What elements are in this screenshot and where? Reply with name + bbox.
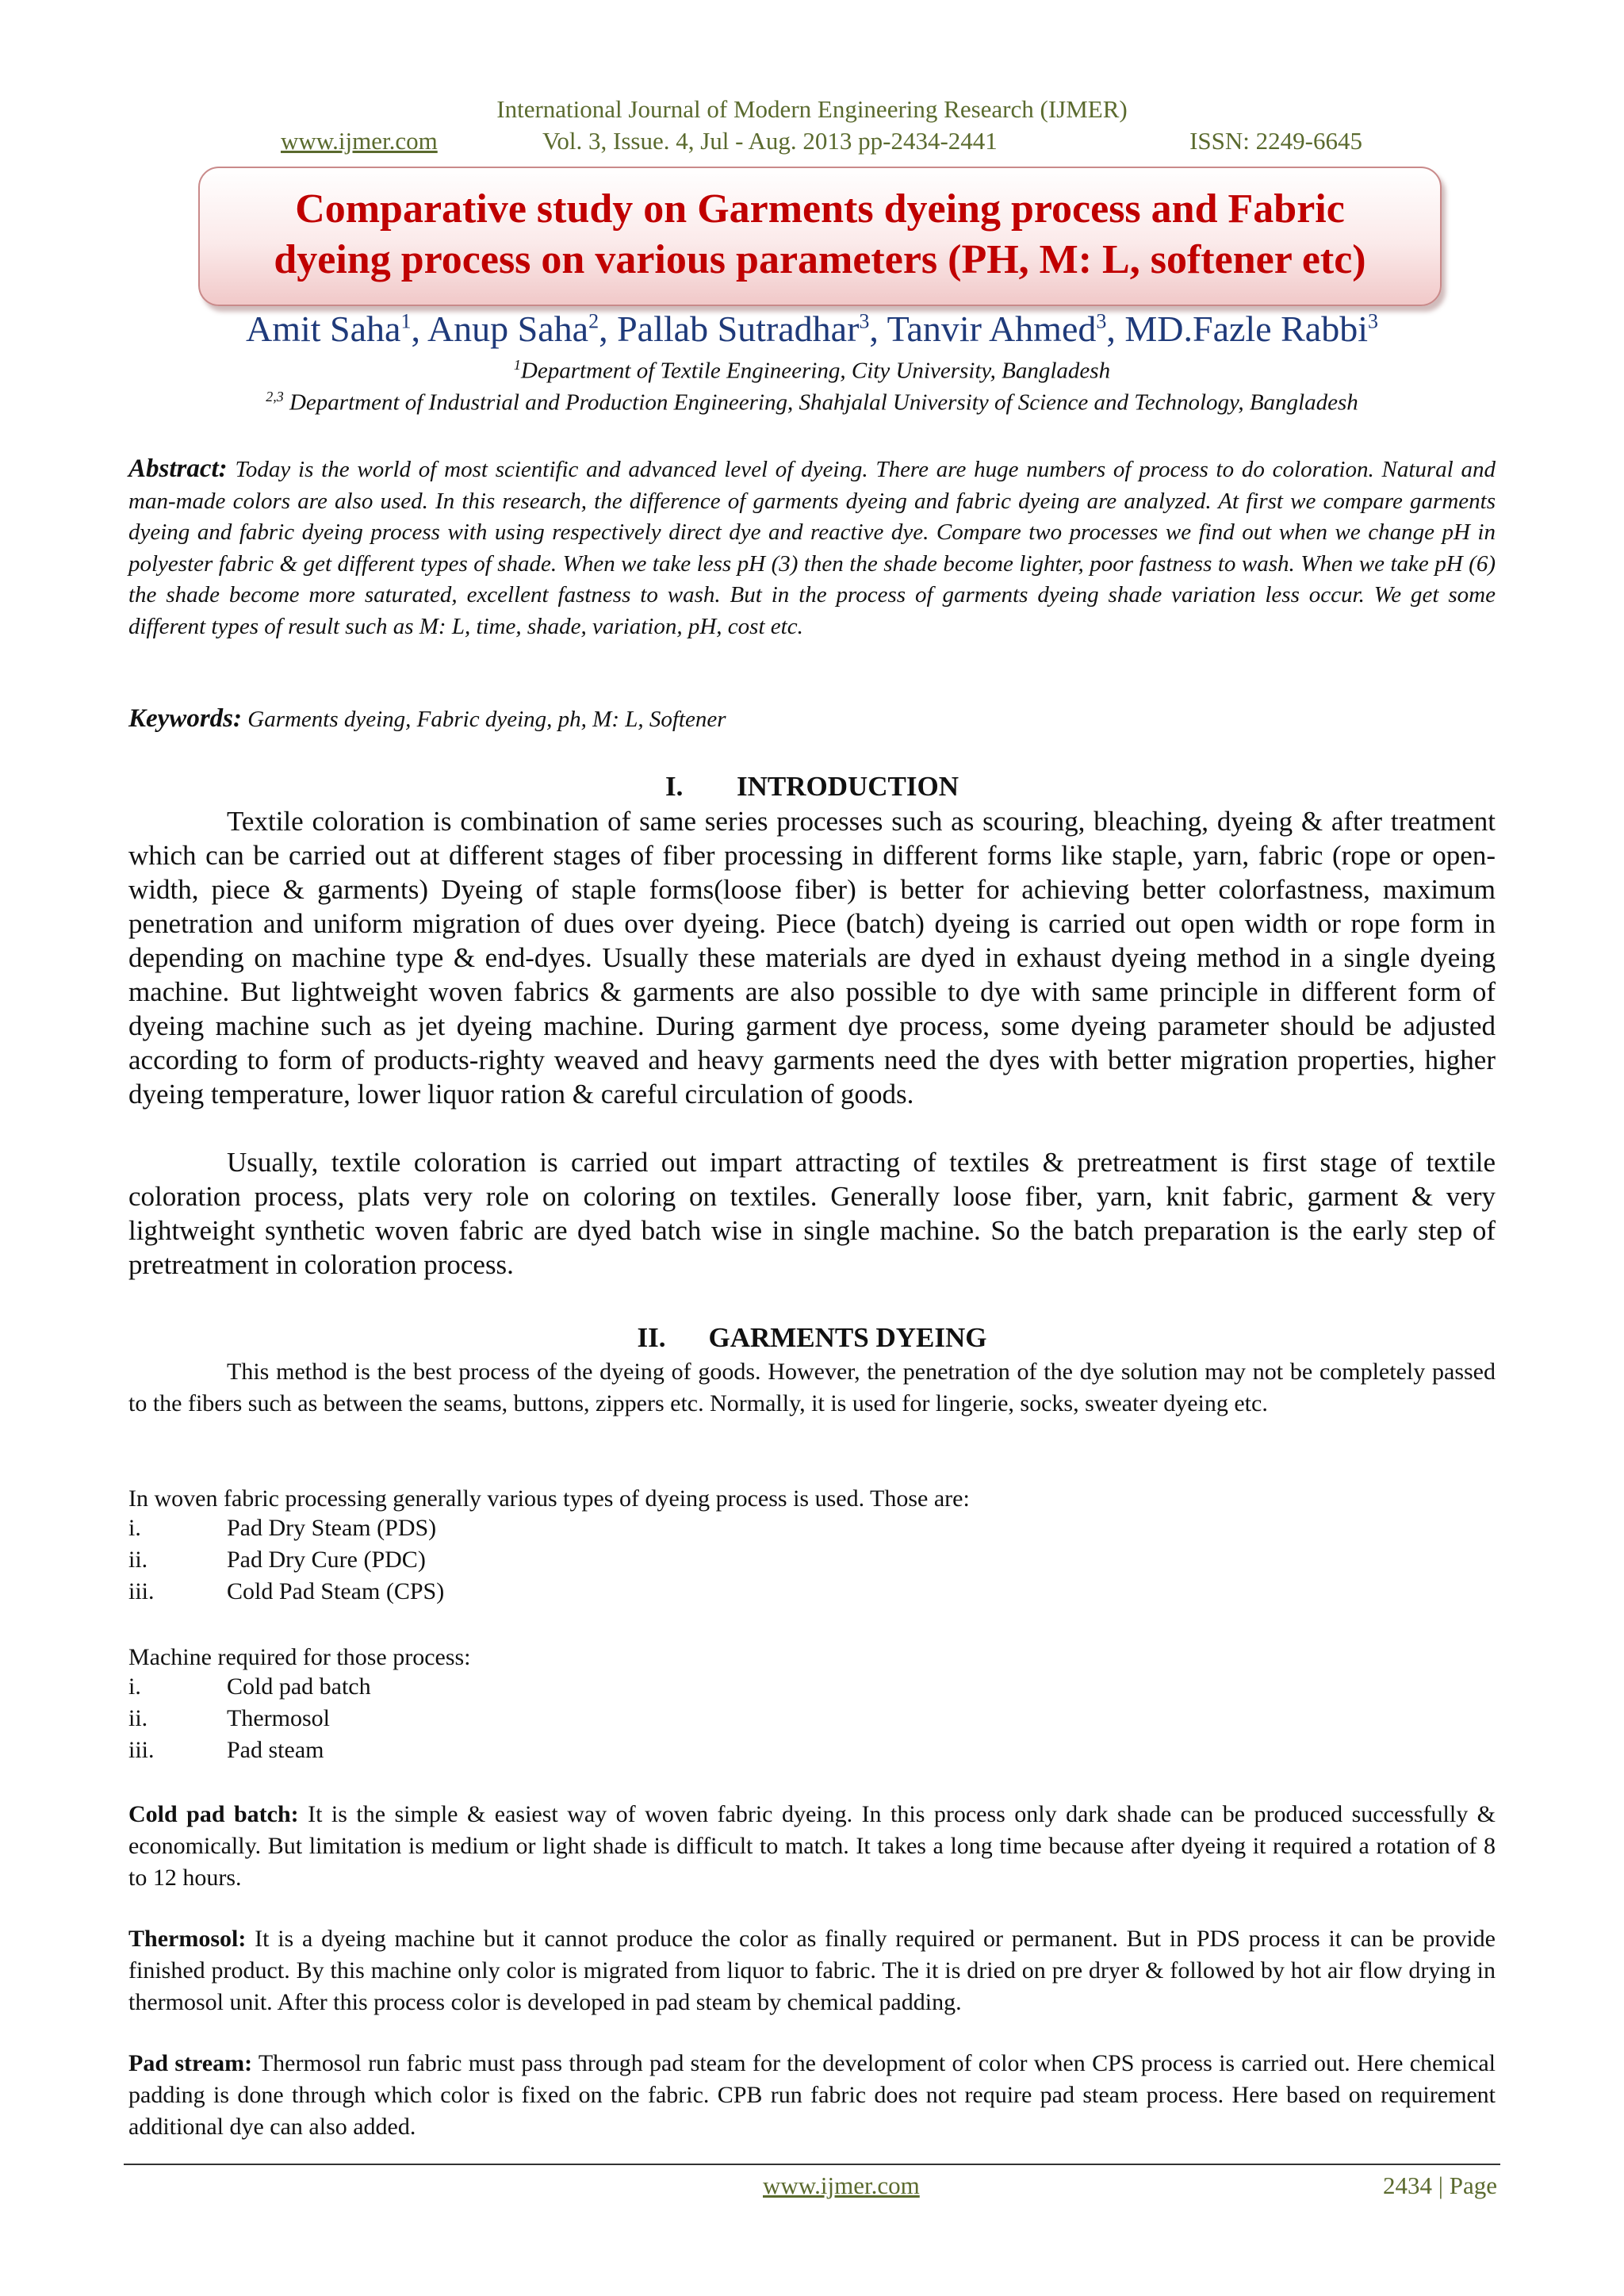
footer-divider	[124, 2164, 1500, 2165]
affiliation-mark: 1	[513, 357, 521, 373]
list-marker: i.	[128, 1515, 141, 1541]
intro-paragraph-1: Textile coloration is combination of same series processes such as scouring, bleaching, dyeing & after treatment which can be carried out at different stages of fiber processing in different forms like staple, yarn, fabric (rope or open-width, piece & garments) Dyeing of staple forms(loose fiber) is better for achieving better colorfastness, maximum penetration and uniform migration of dues over dyeing. Piece (batch) dyeing is carried out open width or rope form in depending on machine type & end-dyes. Usually these materials are dyed in exhaust dyeing method in a single dyeing machine. But lightweight woven fabrics & garments are also possible to dye with same principle in different form of dyeing machine such as jet dyeing machine. During garment dye process, some dyeing parameter should be adjusted according to form of products-righty weaved and heavy garments need the dyes with better migration properties, higher dyeing temperature, lower liquor ration & careful circulation of goods.	[128, 806, 1496, 1110]
machine-list-intro: Machine required for those process:	[128, 1644, 471, 1670]
list-item	[128, 1547, 426, 1573]
author-affiliation-mark: 3	[859, 309, 870, 333]
author-affiliation-mark: 3	[1096, 309, 1107, 333]
list-item-text: Cold pad batch	[227, 1673, 371, 1700]
list-item-text: Pad steam	[227, 1737, 324, 1763]
author-separator: ,	[599, 309, 618, 349]
intro-paragraph-2: Usually, textile coloration is carried out impart attracting of textiles & pretreatment is first stage of textile coloration process, plats very role on coloring on textiles. Generally loose fiber, yarn, knit fabric, garment & very lightweight synthetic woven fabric are dyed batch wise in single machine. So the batch preparation is the early step of pretreatment in coloration process.	[128, 1147, 1496, 1280]
term-label: Pad stream:	[128, 2050, 253, 2076]
author-separator: ,	[1106, 309, 1125, 349]
author-list	[0, 308, 1624, 350]
author-separator: ,	[411, 309, 427, 349]
list-marker: ii.	[128, 1705, 148, 1731]
journal-info-line	[281, 127, 1362, 159]
footer-url-link[interactable]: www.ijmer.com	[763, 2171, 920, 2199]
paper-title	[200, 184, 1440, 286]
journal-name: International Journal of Modern Engineering Research (IJMER)	[496, 95, 1128, 123]
author-name: Tanvir Ahmed	[887, 309, 1097, 349]
list-marker: i.	[128, 1673, 141, 1700]
term-label: Thermosol:	[128, 1926, 247, 1952]
abstract	[128, 454, 1496, 642]
affiliation-1	[0, 357, 1624, 385]
list-marker: iii.	[128, 1737, 155, 1763]
keywords	[128, 704, 1496, 734]
list-item	[128, 1705, 330, 1732]
author-affiliation-mark: 1	[400, 309, 412, 333]
author-name: Amit Saha	[246, 309, 401, 349]
paper-title-line-1: Comparative study on Garments dyeing process and Fabric	[295, 186, 1345, 232]
list-item-text: Thermosol	[227, 1705, 330, 1731]
process-list-intro: In woven fabric processing generally various types of dyeing process is used. Those are:	[128, 1485, 970, 1512]
keywords-label: Keywords:	[128, 704, 242, 733]
section-number: II.	[637, 1322, 666, 1353]
journal-issn: ISSN: 2249-6645	[1189, 127, 1362, 155]
list-item	[128, 1578, 444, 1605]
list-item-text: Cold Pad Steam (CPS)	[227, 1578, 445, 1604]
affiliation-text: Department of Textile Engineering, City University, Bangladesh	[520, 358, 1111, 384]
list-marker: ii.	[128, 1547, 148, 1573]
pad-stream-paragraph	[128, 2048, 1496, 2143]
term-description: Thermosol run fabric must pass through pad steam for the development of color when CPS process is carried out. Here chemical padding is done through which color is fixed on the fabric. CPB run fabric does not require pad steam process. Here based on requirement additional dye can also added.	[128, 2050, 1496, 2140]
list-marker: iii.	[128, 1578, 155, 1604]
section-title: GARMENTS DYEING	[708, 1322, 987, 1353]
list-item	[128, 1515, 436, 1542]
list-item-text: Pad Dry Cure (PDC)	[227, 1547, 426, 1573]
thermosol-paragraph	[128, 1923, 1496, 2018]
section-heading-introduction	[0, 771, 1624, 803]
footer-page-number: 2434 | Page	[1383, 2171, 1497, 2199]
author-name: Pallab Sutradhar	[617, 309, 860, 349]
affiliation-text: Department of Industrial and Production Engineering, Shahjalal University of Science and Technology, Bangladesh	[283, 389, 1358, 416]
garments-paragraph-1: This method is the best process of the dyeing of goods. However, the penetration of the dye solution may not be completely passed to the fibers such as between the seams, buttons, zippers etc. Normally, it is used for lingerie, socks, sweater dyeing etc.	[128, 1359, 1496, 1416]
author-name: MD.Fazle Rabbi	[1124, 309, 1368, 349]
list-item	[128, 1737, 324, 1764]
author-affiliation-mark: 2	[588, 309, 599, 333]
list-item	[128, 1673, 371, 1700]
section-title: INTRODUCTION	[736, 771, 959, 802]
affiliation-mark: 2,3	[266, 389, 284, 404]
paper-title-line-2: dyeing process on various parameters (PH, M: L, softener etc)	[274, 237, 1366, 282]
abstract-text: Today is the world of most scientific and advanced level of dyeing. There are huge numbers of process to do coloration. Natural and man-made colors are also used. In this research, the difference of garments dyeing and fabric dyeing are analyzed. At first we compare garments dyeing and fabric dyeing process with using respectively direct dye and reactive dye. Compare two processes we find out when we change pH in polyester fabric & get different types of shade. When we take less pH (3) then the shade become lighter, poor fastness to wash. When we take pH (6) the shade become more saturated, excellent fastness to wash. But in the process of garments dyeing shade variation less occur. We get some different types of result such as M: L, time, shade, variation, pH, cost etc.	[128, 457, 1496, 639]
abstract-label: Abstract:	[128, 454, 228, 483]
author-separator: ,	[869, 309, 887, 349]
title-box	[198, 167, 1442, 306]
term-description: It is the simple & easiest way of woven fabric dyeing. In this process only dark shade can be produced successfully & economically. But limitation is medium or light shade is difficult to match. It takes a long time because after dyeing it required a rotation of 8 to 12 hours.	[128, 1801, 1496, 1891]
author-affiliation-mark: 3	[1367, 309, 1378, 333]
author-name: Anup Saha	[427, 309, 589, 349]
term-description: It is a dyeing machine but it cannot produce the color as finally required or permanent. But in PDS process it can be provide finished product. By this machine only color is migrated from liquor to fabric. The it is dried on pre dryer & followed by hot air flow drying in thermosol unit. After this process color is developed in pad steam by chemical padding.	[128, 1926, 1496, 2015]
list-item-text: Pad Dry Steam (PDS)	[227, 1515, 437, 1541]
term-label: Cold pad batch:	[128, 1801, 299, 1827]
journal-volume: Vol. 3, Issue. 4, Jul - Aug. 2013 pp-2434-2441	[542, 127, 998, 155]
cold-pad-batch-paragraph	[128, 1799, 1496, 1894]
journal-url-link[interactable]: www.ijmer.com	[281, 127, 438, 155]
keywords-text: Garments dyeing, Fabric dyeing, ph, M: L, Softener	[242, 707, 726, 732]
affiliation-2	[0, 389, 1624, 416]
section-number: I.	[665, 771, 684, 802]
section-heading-garments-dyeing	[0, 1322, 1624, 1354]
